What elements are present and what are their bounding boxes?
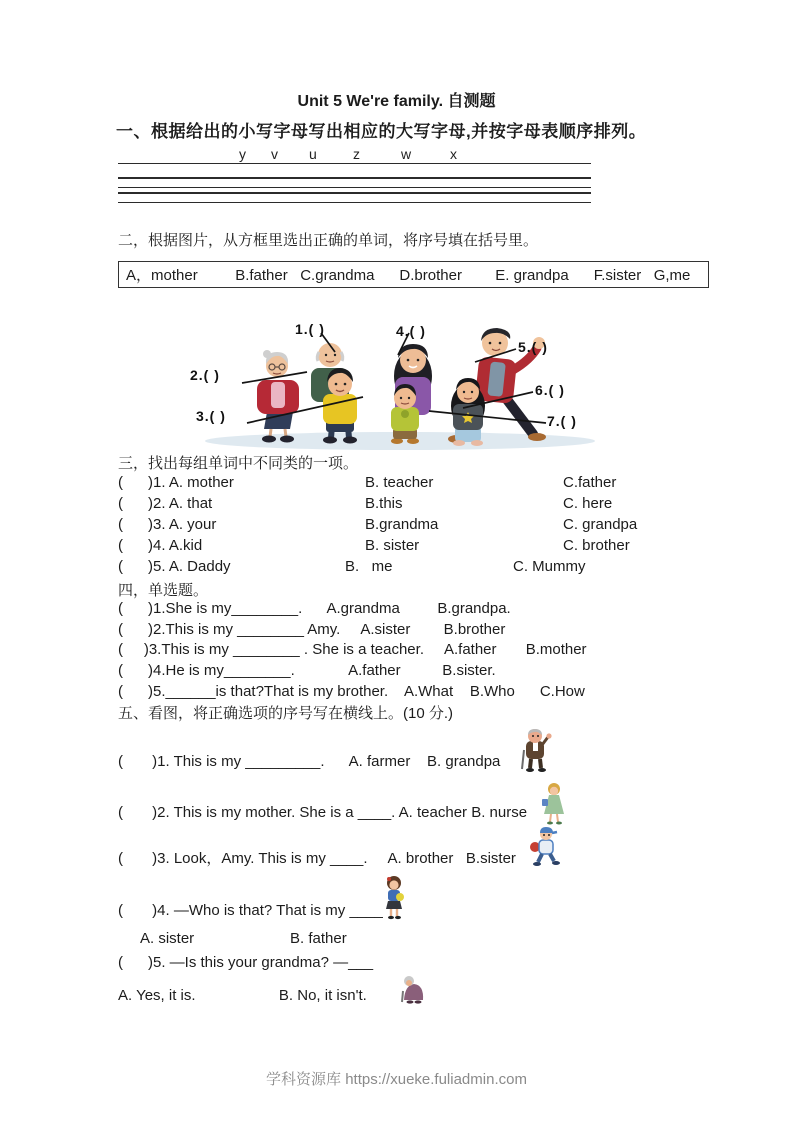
s3-q3-a: ( )3. A. your xyxy=(118,516,217,533)
picture-label-5: 5.( ) xyxy=(518,339,548,355)
letter-v: v xyxy=(271,146,278,162)
s4-question-5: ( )5.______is that?That is my brother. A.What B.Who C.How xyxy=(118,683,585,700)
s5-question-1: ( )1. This is my _________. A. farmer B. grandpa xyxy=(118,753,501,770)
writing-line xyxy=(118,202,591,203)
s3-q4-b: B. sister xyxy=(365,537,420,554)
s3-q4-c: C. brother xyxy=(563,537,630,554)
s3-row-4 xyxy=(118,537,718,558)
writing-line xyxy=(118,192,591,194)
kid-figure xyxy=(391,384,419,444)
letter-z: z xyxy=(353,146,360,162)
s3-q3-b: B.grandma xyxy=(365,516,439,533)
picture-label-3: 3.( ) xyxy=(196,408,226,424)
picture-label-1: 1.( ) xyxy=(295,321,325,337)
footer-watermark: 学科资源库 https://xueke.fuliadmin.com xyxy=(266,1071,527,1088)
word-bank: A，mother B.father C.grandma D.brother E. grandpa F.sister G,me xyxy=(126,267,691,284)
s5-question-3: ( )3. Look，Amy. This is my ____. A. brother B.sister xyxy=(118,850,516,867)
section5-heading: 五、看图，将正确选项的序号写在横线上。(10 分.) xyxy=(118,705,454,722)
s3-row-3 xyxy=(118,516,718,537)
writing-line xyxy=(118,177,591,179)
picture-label-4: 4.( ) xyxy=(396,323,426,339)
letter-x: x xyxy=(450,146,457,162)
boy-figure xyxy=(323,368,357,444)
s3-q2-b: B.this xyxy=(365,495,403,512)
picture-label-7: 7.( ) xyxy=(547,413,577,429)
writing-line xyxy=(118,163,591,164)
mother-in-dress-icon xyxy=(541,782,568,825)
s5-question-5-options: A. Yes, it is. B. No, it isn't. xyxy=(118,987,367,1004)
old-grandma-with-cane-icon xyxy=(398,975,427,1004)
s3-q1-b: B. teacher xyxy=(365,474,434,491)
s4-question-1: ( )1.She is my________. A.grandma B.grandpa. xyxy=(118,600,511,617)
s3-q3-c: C. grandpa xyxy=(563,516,638,533)
s4-question-3: ( )3.This is my ________ . She is a teacher. A.father B.mother xyxy=(118,641,587,658)
s3-q4-a: ( )4. A.kid xyxy=(118,537,203,554)
s5-question-4: ( )4. —Who is that? That is my ____ xyxy=(118,902,383,919)
letter-y: y xyxy=(239,146,246,162)
girl-figure xyxy=(451,378,485,446)
s3-row-1 xyxy=(118,474,718,495)
s3-q1-a: ( )1. A. mother xyxy=(118,474,234,491)
grandma-figure xyxy=(257,350,299,443)
s4-question-4: ( )4.He is my________. A.father B.sister. xyxy=(118,662,496,679)
s3-q5-b: B. me xyxy=(345,558,393,575)
letter-w: w xyxy=(401,146,412,162)
s3-q5-a: ( )5. A. Daddy xyxy=(118,558,231,575)
writing-line xyxy=(118,187,591,188)
boy-with-basketball-icon xyxy=(527,825,563,867)
picture-label-6: 6.( ) xyxy=(535,382,565,398)
section2-heading: 二，根据图片，从方框里选出正确的单词，将序号填在括号里。 xyxy=(118,232,539,249)
s3-q2-c: C. here xyxy=(563,495,613,512)
letter-u: u xyxy=(309,146,317,162)
family-photo xyxy=(185,322,620,452)
picture-label-2: 2.( ) xyxy=(190,367,220,383)
s3-q1-c: C.father xyxy=(563,474,617,491)
s3-row-2 xyxy=(118,495,718,516)
s3-row-5 xyxy=(118,558,718,579)
s4-question-2: ( )2.This is my ________ Amy. A.sister B.brother xyxy=(118,621,506,638)
s3-q2-a: ( )2. A. that xyxy=(118,495,213,512)
s5-question-2: ( )2. This is my mother. She is a ____. A. teacher B. nurse xyxy=(118,804,528,821)
girl-with-schoolbag-icon xyxy=(381,875,407,920)
section1-heading: 一、根据给出的小写字母写出相应的大写字母,并按字母表顺序排列。 xyxy=(116,122,647,141)
grandpa-with-cane-icon xyxy=(515,727,553,773)
section4-heading: 四，单选题。 xyxy=(118,582,209,599)
s5-question-4-options: A. sister B. father xyxy=(140,930,347,947)
s5-question-5: ( )5. —Is this your grandma? —___ xyxy=(118,954,374,971)
s3-q5-c: C. Mummy xyxy=(513,558,586,575)
page-title: Unit 5 We're family. 自测题 xyxy=(297,93,496,110)
section3-heading: 三，找出每组单词中不同类的一项。 xyxy=(118,455,359,472)
